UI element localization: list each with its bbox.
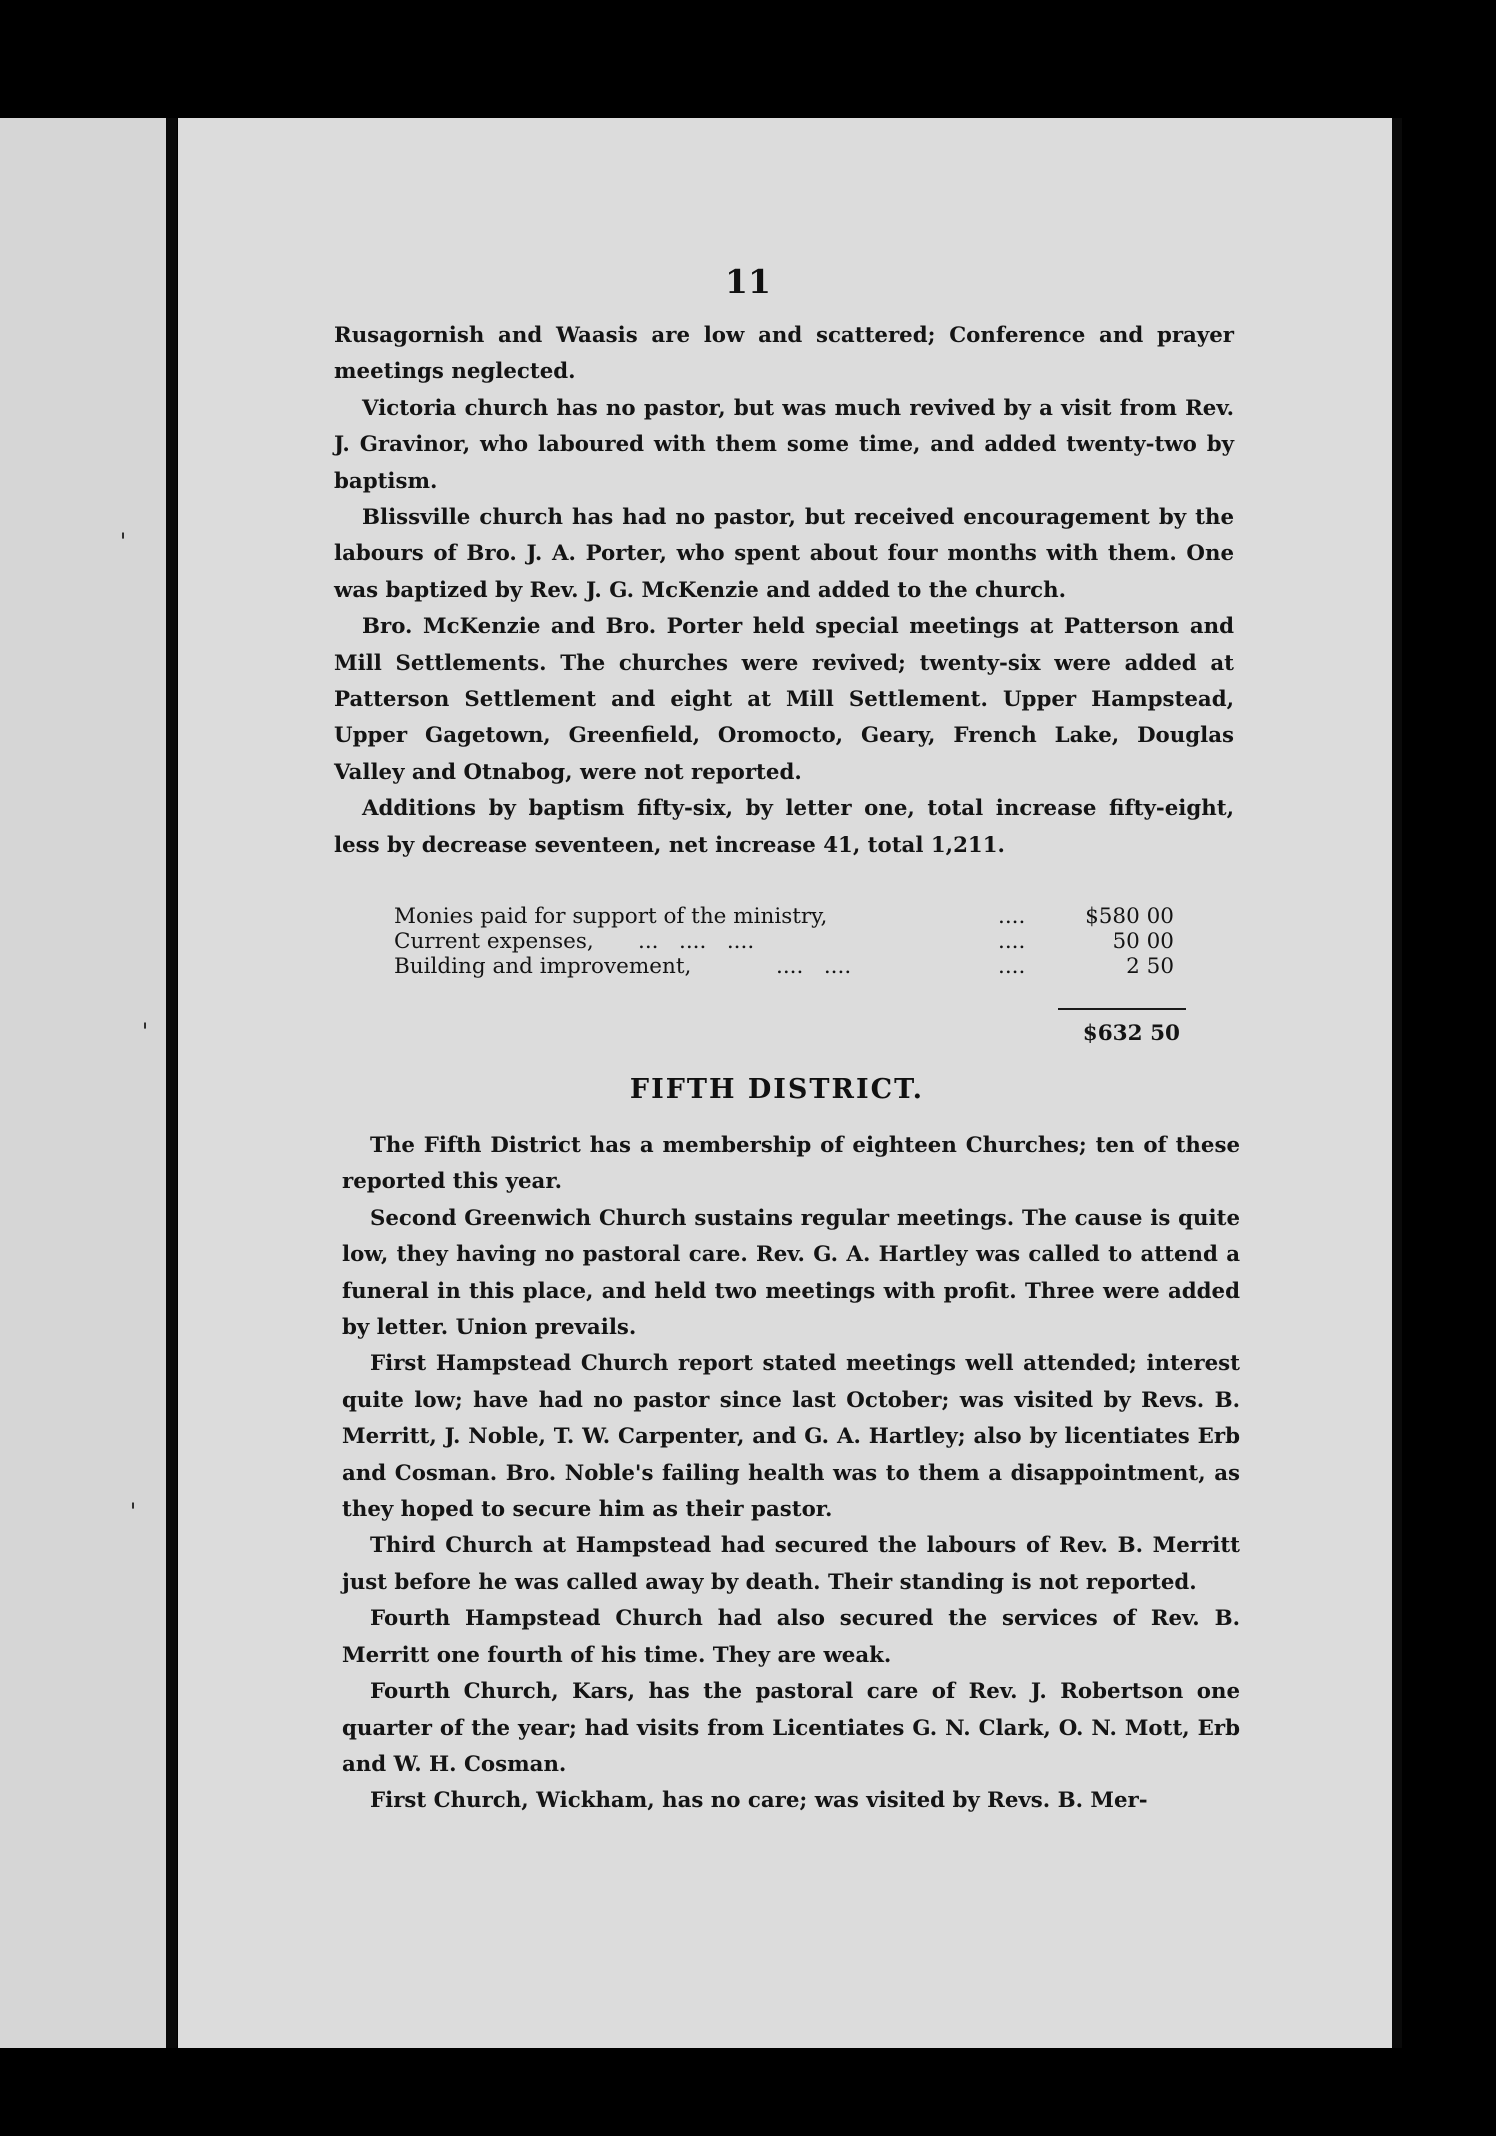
margin-speck: ' — [130, 1500, 137, 1525]
monies-row — [394, 929, 1186, 954]
paragraph: Additions by baptism fifty-six, by letter one, total increase fifty-eight, less by decrease seventeen, net increase 41, total 1,211. — [334, 796, 1234, 858]
margin-speck: ' — [142, 1020, 149, 1045]
paragraph: Rusagornish and Waasis are low and scattered; Conference and prayer meetings neglected. — [334, 323, 1234, 385]
paragraph: Second Greenwich Church sustains regular meetings. The cause is quite low, they having no pastoral care. Rev. G. A. Hartley was called to attend a funeral in this place, and held two meetings with profit. Three were added by letter. Union prevails. — [342, 1205, 1240, 1341]
section1-text — [334, 318, 1234, 864]
monies-amount: $580 00 — [1085, 904, 1174, 929]
page-number: 11 — [725, 262, 771, 301]
monies-row — [394, 954, 1186, 979]
paragraph: Fourth Hampstead Church had also secured the services of Rev. B. Merritt one fourth of his time. They are weak. — [342, 1606, 1240, 1668]
paragraph: Blissville church has had no pastor, but received encouragement by the labours of Bro. J. A. Porter, who spent about four months with them. One was baptized by Rev. J. G. McKenzie and added to the church. — [334, 505, 1234, 603]
paragraph: First Hampstead Church report stated meetings well attended; interest quite low; have had no pastor since last October; was visited by Revs. B. Merritt, J. Noble, T. W. Carpenter, and G. A. Hartley; also by licentiates Erb and Cosman. Bro. Noble's failing health was to them a disappointment, as they hoped to secure him as their pastor. — [342, 1351, 1240, 1523]
margin-speck: ' — [120, 530, 127, 555]
paragraph: Victoria church has no pastor, but was much revived by a visit from Rev. J. Gravinor, who laboured with them some time, and added twenty-two by baptism. — [334, 395, 1234, 494]
monies-row — [394, 904, 1186, 929]
dot-leader: ... .... .... — [638, 929, 755, 954]
monies-table — [394, 904, 1186, 979]
monies-label: Building and improvement, — [394, 954, 692, 979]
monies-label: Current expenses, — [394, 929, 594, 954]
section2-text — [342, 1128, 1240, 1820]
dot-leader: .... — [998, 904, 1026, 929]
dot-leader: .... — [998, 954, 1026, 979]
monies-label: Monies paid for support of the ministry, — [394, 904, 828, 929]
paragraph: Fourth Church, Kars, has the pastoral care of Rev. J. Robertson one quarter of the year; had visits from Licentiates G. N. Clark, O. N. Mott, Erb and W. H. Cosman. — [342, 1679, 1240, 1777]
paragraph: Third Church at Hampstead had secured the labours of Rev. B. Merritt just before he was called away by death. Their standing is not reported. — [342, 1533, 1240, 1595]
paragraph: The Fifth District has a membership of eighteen Churches; ten of these reported this year. — [342, 1133, 1240, 1195]
monies-amount: 2 50 — [1126, 954, 1174, 979]
monies-amount: 50 00 — [1112, 929, 1174, 954]
section-heading: FIFTH DISTRICT. — [629, 1074, 925, 1105]
paragraph: First Church, Wickham, has no care; was visited by Revs. B. Mer- — [370, 1788, 1148, 1814]
dot-leader: .... — [998, 929, 1026, 954]
dot-leader: .... .... — [776, 954, 852, 979]
total-rule — [1058, 1008, 1186, 1010]
monies-total: $632 50 — [1082, 1021, 1180, 1046]
paragraph: Bro. McKenzie and Bro. Porter held special meetings at Patterson and Mill Settlements. The churches were revived; twenty-six were added at Patterson Settlement and eight at Mill Settlement. Upper Hampstead, Upper Gagetown, Greenfield, Oromocto, Geary, French Lake, Douglas Valley and Otnabog, were not reported. — [334, 614, 1234, 785]
